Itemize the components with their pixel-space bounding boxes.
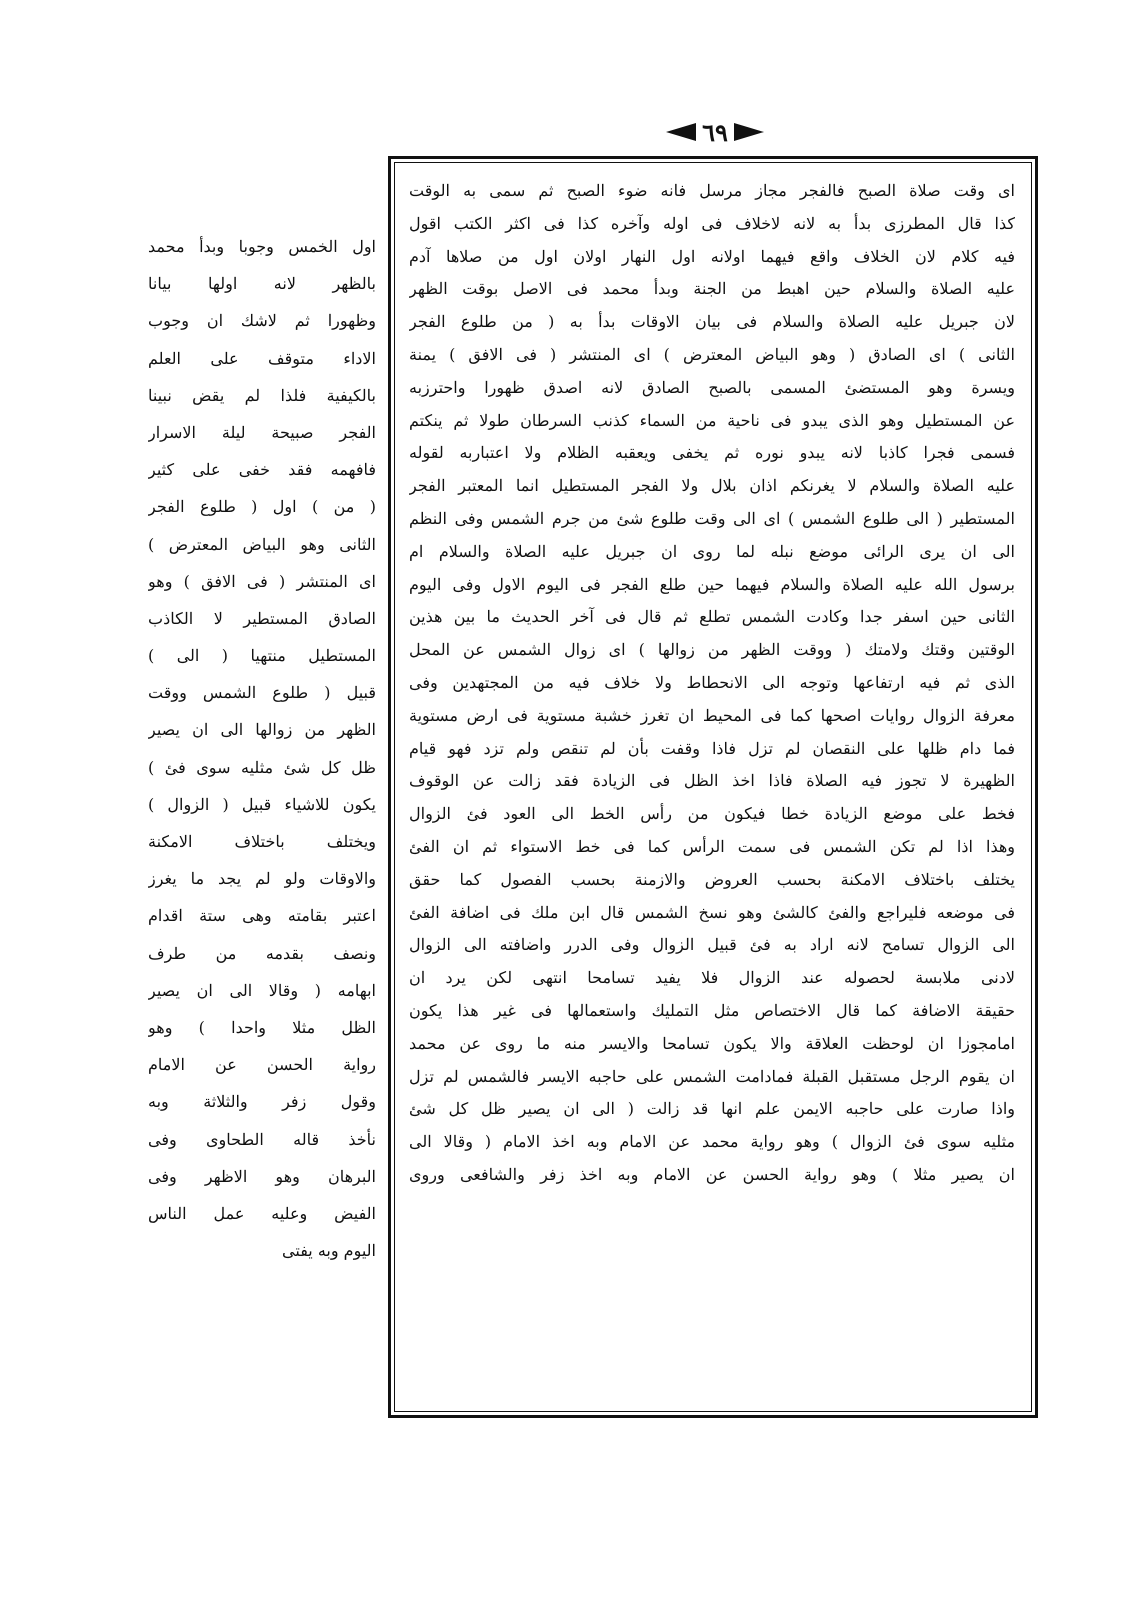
margin-commentary-line: نأخذ قاله الطحاوى وفى (148, 1129, 376, 1149)
margin-commentary-line: الظهر من زوالها الى ان يصير (148, 720, 376, 740)
page-number (645, 112, 785, 152)
main-text-line: كذا قال المطرزى بدأ به لانه لاخلاف فى اوله وآخره كذا فى اكثر الكتب اقول (409, 213, 1015, 233)
main-text-line: وهذا اذا لم تكن الشمس فى سمت الرأس كما فى خط الاستواء ثم ان الفئ (409, 836, 1015, 856)
margin-commentary-line: الاداء متوقف على العلم (148, 348, 376, 368)
margin-commentary-line: اى المنتشر ( فى الافق ) وهو (148, 571, 376, 591)
margin-commentary-line: الظل مثلا واحدا ) وهو (148, 1017, 376, 1037)
main-text-body (394, 162, 1032, 1412)
margin-commentary-line: الثانى وهو البياض المعترض ) (148, 534, 376, 554)
main-text-line: معرفة الزوال روايات اصحها كما فى المحيط ان تغرز خشبة مستوية فى ارض مستوية (409, 705, 1015, 725)
main-text-frame (388, 156, 1038, 1418)
main-text-line: الوقتين وقتك ولامتك ( ووقت الظهر من زوالها ) اى زوال الشمس عن المحل (409, 640, 1015, 660)
main-text-line: الظهيرة لا تجوز فيه الصلاة فاذا اخذ الظل فى الزيادة فقد زالت عن الوقوف (409, 771, 1015, 791)
main-text-line: عليه الصلاة والسلام لا يغرنكم اذان بلال ولا الفجر المستطيل انما المعتبر الفجر (409, 476, 1015, 496)
margin-commentary-line: وقول زفر والثلاثة وبه (148, 1092, 376, 1112)
main-text-line: لان جبريل عليه الصلاة والسلام فى بيان الاوقات بدأ به ( من طلوع الفجر (409, 312, 1015, 332)
ornament-right-icon (734, 123, 764, 141)
main-text-line: فسمى فجرا كاذبا لانه يبدو نوره ثم يخفى ويعقبه الظلام ولا اعتباربه لقوله (409, 443, 1015, 463)
main-text-line: يختلف باختلاف الامكنة بحسب العروض والازمنة بحسب الفصول كما حقق (409, 869, 1015, 889)
main-text-line: المستطير ( الى طلوع الشمس ) اى الى وقت طلوع شئ من جرم الشمس وفى النظم (409, 508, 1015, 528)
margin-commentary-line: ونصف بقدمه من طرف (148, 943, 376, 963)
main-text-line: لادنى ملابسة لحصوله عند الزوال فلا يفيد تسامحا انتهى لكن يرد ان (409, 968, 1015, 988)
margin-commentary-line: الفيض وعليه عمل الناس (148, 1203, 376, 1223)
main-text-line: واذا صارت على حاجبه الايمن علم انها قد زالت ( الى ان يصير ظل كل شئ (409, 1099, 1015, 1119)
main-text-line: مثليه سوى فئ الزوال ) وهو رواية محمد عن الامام وبه اخذ الامام ( وقالا الى (409, 1132, 1015, 1152)
ornament-left-icon (666, 123, 696, 141)
margin-commentary-line: اعتبر بقامته وهى ستة اقدام (148, 906, 376, 926)
main-text-line: ان يقوم الرجل مستقبل القبلة فمادامت الشمس على حاجبه الايسر فالشمس لم تزل (409, 1066, 1015, 1086)
main-text-line: الى ان يرى الرائى موضع نبله لما روى ان جبريل عليه الصلاة والسلام ام (409, 541, 1015, 561)
margin-commentary-line: ابهامه ( وقالا الى ان يصير (148, 980, 376, 1000)
margin-commentary-line: البرهان وهو الاظهر وفى (148, 1166, 376, 1186)
margin-commentary-line: وظهورا ثم لاشك ان وجوب (148, 311, 376, 331)
margin-commentary-line: فافهمه فقد خفى على كثير (148, 460, 376, 480)
main-text-line: امامجوزا ان لوحظت العلاقة والا يكون تسامحا والايسر منه ما روى عن محمد (409, 1033, 1015, 1053)
margin-commentary-line: بالكيفية فلذا لم يقض نبينا (148, 385, 376, 405)
margin-commentary-line: قبيل ( طلوع الشمس ووقت (148, 683, 376, 703)
margin-commentary-line: رواية الحسن عن الامام (148, 1055, 376, 1075)
main-text-line: عليه الصلاة والسلام حين اهبط من الجنة وبدأ محمد فى الاصل بوقت الظهر (409, 279, 1015, 299)
margin-commentary-line: اول الخمس وجوبا وبدأ محمد (148, 237, 376, 256)
main-text-line: الثانى ) اى الصادق ( وهو البياض المعترض ) اى المنتشر ( فى الافق ) يمنة (409, 344, 1015, 364)
margin-commentary-line: ظل كل شئ مثليه سوى فئ ) (148, 757, 376, 777)
margin-commentary-line: اليوم وبه يفتى (282, 1241, 376, 1261)
margin-commentary-line: بالظهر لانه اولها بيانا (148, 274, 376, 294)
main-text-line: الثانى حين اسفر جدا وكادت الشمس تطلع ثم قال فى آخر الحديث ما بين هذين (409, 607, 1015, 627)
main-text-line: ويسرة وهو المستضئ المسمى بالصبح الصادق لانه اصدق ظهورا واحترزبه (409, 377, 1015, 397)
main-text-line: برسول الله عليه الصلاة والسلام فيهما حين طلع الفجر فى اليوم الاول وفى اليوم (409, 574, 1015, 594)
margin-commentary-line: يكون للاشياء قبيل ( الزوال ) (148, 794, 376, 814)
main-text-line: حقيقة الاضافة كما قال الاختصاص مثل التمليك واستعمالها فى غير هذا يكون (409, 1000, 1015, 1020)
main-text-line: الذى ثم فيه ارتفاعها وتوجه الى الانحطاط ولا خلاف فيه من المجتهدين وفى (409, 672, 1015, 692)
margin-commentary-line: ( من ) اول ( طلوع الفجر (148, 497, 376, 517)
main-text-line: فيه كلام لان الخلاف واقع فيهما اولانه اول النهار اولان اول من صلاها آدم (409, 246, 1015, 266)
margin-commentary-line: الصادق المستطير لا الكاذب (148, 608, 376, 628)
main-text-line: الى الزوال تسامح لانه اراد به فئ قبيل الزوال وفى الدرر واضافته الى الزوال (409, 935, 1015, 955)
page-number-text: ٦٩ (702, 117, 728, 147)
margin-commentary-line: ويختلف باختلاف الامكنة (148, 832, 376, 851)
main-text-line: عن المستطيل وهو الذى يبدو فى ناحية من السماء كذنب السرطان طولا ثم ينكتم (409, 410, 1015, 430)
main-text-line: فخط على موضع الزيادة خطا فيكون من رأس الخط الى العود فئ الزوال (409, 804, 1015, 824)
margin-commentary-line: المستطيل منتهيا ( الى ) (148, 646, 376, 666)
margin-commentary-line: الفجر صبيحة ليلة الاسرار (148, 422, 376, 442)
margin-commentary (148, 228, 376, 1368)
main-text-line: اى وقت صلاة الصبح فالفجر مجاز مرسل فانه ضوء الصبح ثم سمى به الوقت (409, 181, 1015, 200)
main-text-line: فى موضعه فليراجع والفئ كالشئ وهو نسخ الشمس قال ابن ملك فى اضافة الفئ (409, 902, 1015, 922)
main-text-line: ان يصير مثلا ) وهو رواية الحسن عن الامام وبه اخذ زفر والشافعى وروى (409, 1164, 1015, 1184)
margin-commentary-line: والاوقات ولو لم يجد ما يغرز (148, 869, 376, 889)
main-text-line: فما دام ظلها على النقصان لم تزل فاذا وقفت بأن لم تنقص ولم تزد فهو قيام (409, 738, 1015, 758)
